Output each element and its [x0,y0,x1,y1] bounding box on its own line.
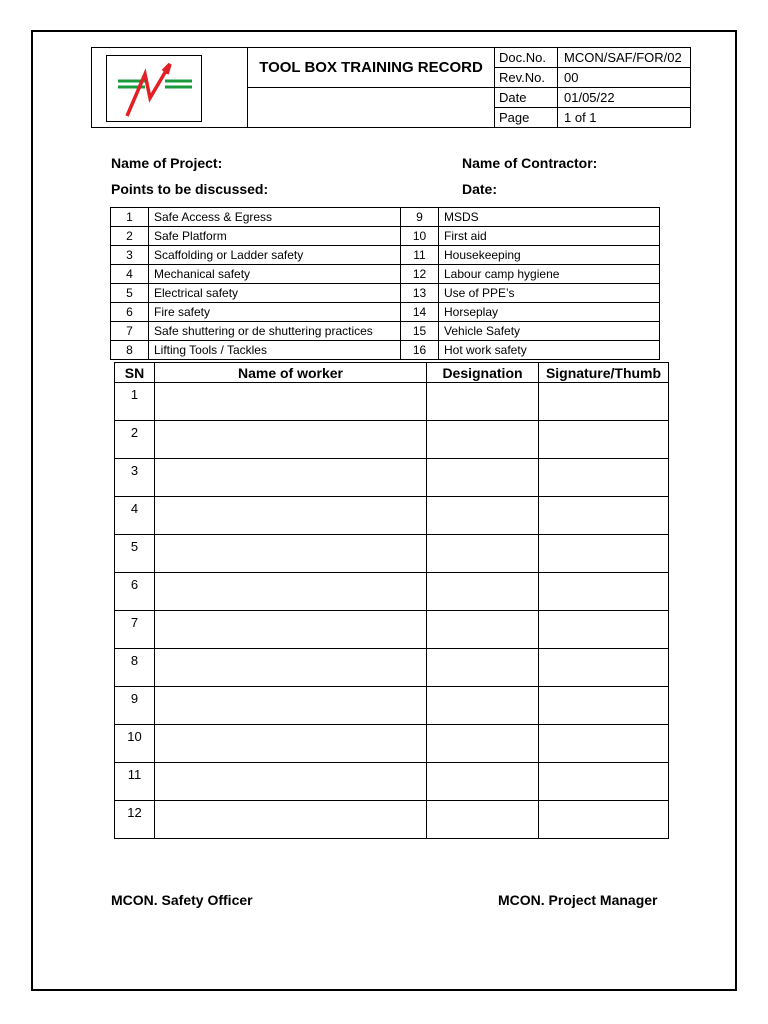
worker-designation-cell[interactable] [427,801,539,839]
worker-signature-cell[interactable] [539,687,669,725]
worker-name-cell[interactable] [155,801,427,839]
meta-key: Rev.No. [495,68,558,88]
worker-row [115,763,669,801]
worker-row [115,497,669,535]
worker-designation-cell[interactable] [427,459,539,497]
worker-name-cell[interactable] [155,497,427,535]
document-header [91,47,691,128]
worker-name-cell[interactable] [155,383,427,421]
worker-sn: 7 [115,611,155,649]
topic-label: Mechanical safety [149,265,401,284]
worker-sn: 12 [115,801,155,839]
worker-name-cell[interactable] [155,573,427,611]
topic-number: 9 [401,208,439,227]
worker-signature-cell[interactable] [539,801,669,839]
workers-table [114,362,669,839]
topic-label: Safe Platform [149,227,401,246]
worker-designation-cell[interactable] [427,687,539,725]
project-manager-signature-label: MCON. Project Manager [498,892,658,908]
worker-row [115,535,669,573]
column-header-signature: Signature/Thumb [539,363,669,383]
worker-row [115,687,669,725]
project-name-label: Name of Project: [111,155,223,171]
topic-number: 5 [111,284,149,303]
worker-designation-cell[interactable] [427,611,539,649]
worker-designation-cell[interactable] [427,383,539,421]
worker-sn: 1 [115,383,155,421]
topic-number: 8 [111,341,149,360]
lightning-logo-icon [107,56,201,121]
worker-designation-cell[interactable] [427,535,539,573]
topic-number: 6 [111,303,149,322]
topic-label: Scaffolding or Ladder safety [149,246,401,265]
worker-sn: 3 [115,459,155,497]
worker-row [115,459,669,497]
column-header-designation: Designation [427,363,539,383]
worker-signature-cell[interactable] [539,649,669,687]
title-blank-cell [248,88,495,128]
worker-sn: 4 [115,497,155,535]
topic-number: 11 [401,246,439,265]
meta-value: 00 [558,68,691,88]
worker-sn: 5 [115,535,155,573]
worker-name-cell[interactable] [155,421,427,459]
topic-number: 15 [401,322,439,341]
topic-number: 4 [111,265,149,284]
worker-name-cell[interactable] [155,459,427,497]
date-label: Date: [462,181,498,197]
topic-row [111,341,660,360]
topic-number: 16 [401,341,439,360]
worker-signature-cell[interactable] [539,763,669,801]
worker-row [115,573,669,611]
topic-label: Use of PPE’s [439,284,660,303]
worker-signature-cell[interactable] [539,611,669,649]
worker-row [115,649,669,687]
topic-number: 1 [111,208,149,227]
worker-name-cell[interactable] [155,611,427,649]
worker-sn: 11 [115,763,155,801]
worker-name-cell[interactable] [155,725,427,763]
worker-sn: 9 [115,687,155,725]
topic-label: Safe shuttering or de shuttering practices [149,322,401,341]
meta-key: Page [495,108,558,128]
worker-designation-cell[interactable] [427,497,539,535]
company-logo [106,55,202,122]
worker-row [115,421,669,459]
topic-label: Labour camp hygiene [439,265,660,284]
topics-table [110,207,660,360]
topic-row [111,265,660,284]
topic-label: First aid [439,227,660,246]
worker-row [115,383,669,421]
topic-label: Lifting Tools / Tackles [149,341,401,360]
meta-value: 1 of 1 [558,108,691,128]
topic-label: MSDS [439,208,660,227]
worker-name-cell[interactable] [155,649,427,687]
worker-name-cell[interactable] [155,687,427,725]
worker-signature-cell[interactable] [539,459,669,497]
worker-designation-cell[interactable] [427,649,539,687]
worker-row [115,801,669,839]
worker-row [115,611,669,649]
worker-designation-cell[interactable] [427,763,539,801]
worker-signature-cell[interactable] [539,535,669,573]
topic-label: Fire safety [149,303,401,322]
topic-number: 7 [111,322,149,341]
meta-key: Doc.No. [495,48,558,68]
worker-signature-cell[interactable] [539,573,669,611]
safety-officer-signature-label: MCON. Safety Officer [111,892,253,908]
topic-row [111,322,660,341]
worker-designation-cell[interactable] [427,725,539,763]
topic-row [111,284,660,303]
topic-label: Vehicle Safety [439,322,660,341]
worker-signature-cell[interactable] [539,383,669,421]
topic-label: Hot work safety [439,341,660,360]
meta-value: MCON/SAF/FOR/02 [558,48,691,68]
topic-row [111,227,660,246]
topic-number: 10 [401,227,439,246]
column-header-name: Name of worker [155,363,427,383]
topic-label: Horseplay [439,303,660,322]
topic-label: Electrical safety [149,284,401,303]
topic-number: 3 [111,246,149,265]
column-header-sn: SN [115,363,155,383]
worker-designation-cell[interactable] [427,573,539,611]
worker-sn: 8 [115,649,155,687]
topic-row [111,303,660,322]
topic-row [111,246,660,265]
contractor-name-label: Name of Contractor: [462,155,598,171]
worker-signature-cell[interactable] [539,725,669,763]
worker-sn: 2 [115,421,155,459]
topic-number: 2 [111,227,149,246]
topic-label: Safe Access & Egress [149,208,401,227]
meta-key: Date [495,88,558,108]
worker-designation-cell[interactable] [427,421,539,459]
worker-name-cell[interactable] [155,535,427,573]
topic-number: 13 [401,284,439,303]
worker-signature-cell[interactable] [539,497,669,535]
document-title: TOOL BOX TRAINING RECORD [248,48,495,88]
meta-value: 01/05/22 [558,88,691,108]
worker-sn: 6 [115,573,155,611]
worker-signature-cell[interactable] [539,421,669,459]
topic-row [111,208,660,227]
points-label: Points to be discussed: [111,181,269,197]
topic-number: 14 [401,303,439,322]
topic-number: 12 [401,265,439,284]
logo-cell [92,48,248,128]
worker-sn: 10 [115,725,155,763]
worker-name-cell[interactable] [155,763,427,801]
topic-label: Housekeeping [439,246,660,265]
worker-row [115,725,669,763]
